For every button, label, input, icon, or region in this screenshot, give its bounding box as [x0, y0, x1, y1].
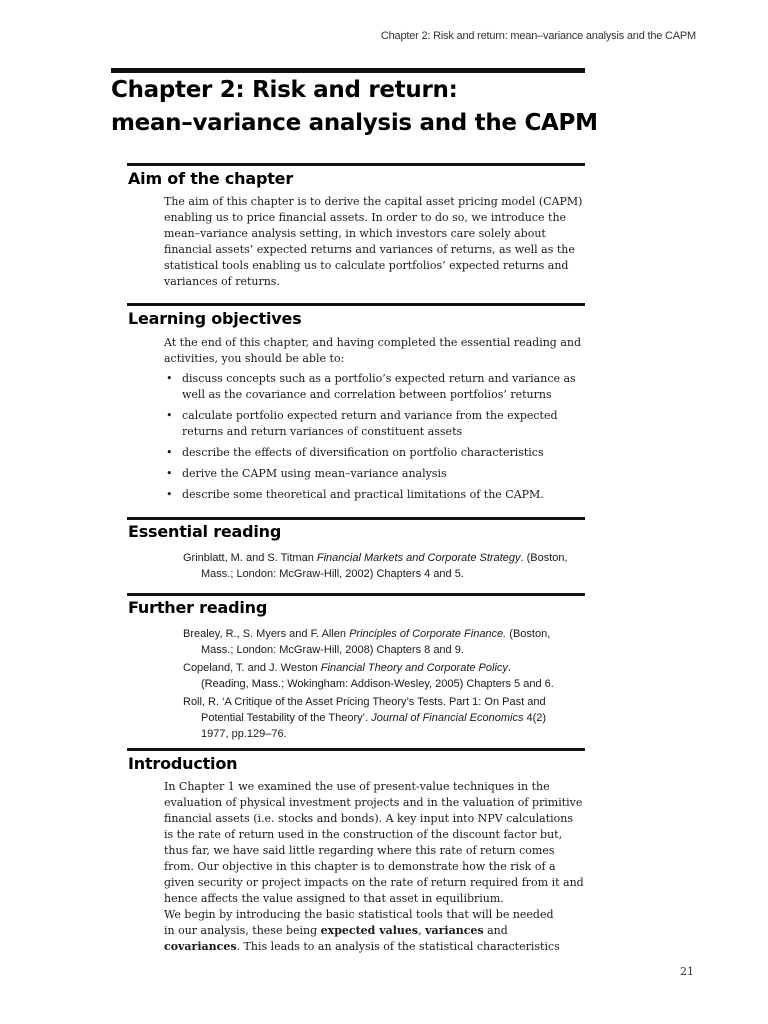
text-line	[164, 939, 594, 955]
reference-authors: Brealey, R., S. Myers and F. Allen	[183, 628, 350, 640]
reference-line	[183, 626, 593, 642]
text-line: • describe the effects of diversification on portfolio characteristics	[182, 446, 544, 459]
text-line: • calculate portfolio expected return and variance from the expected	[182, 409, 558, 422]
reference-item	[183, 660, 593, 692]
page-number: 21	[680, 965, 694, 978]
text-line: variances of returns.	[164, 275, 280, 288]
reference-text: Potential Testability of the Theory’.	[201, 712, 372, 724]
text-line: We begin by introducing the basic statistical tools that will be needed	[164, 908, 554, 921]
text-line: In Chapter 1 we examined the use of present-value techniques in the	[164, 780, 550, 793]
text-line: returns and return variances of constituent assets	[182, 425, 463, 438]
text-line: financial assets (i.e. stocks and bonds). A key input into NPV calculations	[164, 812, 574, 825]
text-line: statistical tools enabling us to calculate portfolios’ expected returns and	[164, 259, 569, 272]
keyword-expected-values: expected values	[320, 924, 419, 937]
objective-item	[164, 408, 594, 440]
text-line: from. Our objective in this chapter is to demonstrate how the risk of a	[164, 860, 556, 873]
reference-item	[183, 626, 593, 658]
aim-paragraph	[164, 194, 594, 290]
reference-title: Financial Markets and Corporate Strategy	[316, 552, 521, 564]
objective-item	[164, 445, 594, 461]
reference-title: Financial Theory and Corporate Policy	[320, 662, 508, 674]
objective-item	[164, 371, 594, 403]
text-line: evaluation of physical investment projects and in the valuation of primitive	[164, 796, 583, 809]
text-line: hence affects the value assigned to that asset in equilibrium.	[164, 892, 504, 905]
reference-text: (Boston,	[506, 628, 551, 640]
text-run: ,	[418, 924, 426, 937]
text-line: mean–variance analysis setting, in which investors care solely about	[164, 227, 546, 240]
text-run: and	[483, 924, 508, 937]
reference-line: Mass.; London: McGraw-Hill, 2008) Chapters 8 and 9.	[201, 644, 464, 656]
section-heading-introduction: Introduction	[128, 754, 238, 773]
reference-authors: Copeland, T. and J. Weston	[183, 662, 321, 674]
reference-text: 4(2)	[523, 712, 547, 724]
introduction-paragraph-2	[164, 907, 594, 955]
reference-title: Principles of Corporate Finance.	[349, 628, 507, 640]
reference-line: Roll, R. ‘A Critique of the Asset Pricing Theory’s Tests. Part 1: On Past and	[183, 696, 546, 708]
text-line: activities, you should be able to:	[164, 352, 345, 365]
text-line: • derive the CAPM using mean–variance analysis	[182, 467, 447, 480]
keyword-variances: variances	[425, 924, 484, 937]
reference-text: . (Boston,	[520, 552, 568, 564]
text-line: At the end of this chapter, and having completed the essential reading and	[164, 336, 582, 349]
section-heading-aim: Aim of the chapter	[128, 169, 294, 188]
section-rule-introduction	[127, 748, 585, 751]
reference-line	[183, 550, 593, 566]
reference-line: (Reading, Mass.; Wokingham: Addison-Wesley, 2005) Chapters 5 and 6.	[201, 678, 554, 690]
reference-text: .	[507, 662, 511, 674]
text-line: enabling us to price financial assets. In order to do so, we introduce the	[164, 211, 567, 224]
text-run: . This leads to an analysis of the statistical characteristics	[236, 940, 560, 953]
objectives-intro	[164, 335, 594, 367]
section-rule-aim	[127, 163, 585, 166]
chapter-title-line-2: mean–variance analysis and the CAPM	[111, 110, 598, 136]
reference-line: Mass.; London: McGraw-Hill, 2002) Chapters 4 and 5.	[201, 568, 464, 580]
chapter-title-line-1: Chapter 2: Risk and return:	[111, 77, 458, 103]
text-line: The aim of this chapter is to derive the capital asset pricing model (CAPM)	[164, 195, 583, 208]
section-heading-further: Further reading	[128, 598, 268, 617]
reference-authors: Grinblatt, M. and S. Titman	[183, 552, 317, 564]
text-line: • describe some theoretical and practical limitations of the CAPM.	[182, 488, 544, 501]
further-reading-list	[183, 626, 593, 744]
text-run: in our analysis, these being	[164, 924, 321, 937]
reference-line	[183, 660, 593, 676]
text-line: • discuss concepts such as a portfolio’s expected return and variance as	[182, 372, 576, 385]
section-heading-objectives: Learning objectives	[128, 309, 302, 328]
objectives-list	[164, 371, 594, 508]
running-header: Chapter 2: Risk and return: mean–variance analysis and the CAPM	[380, 30, 696, 42]
objective-item	[164, 487, 594, 503]
section-rule-further	[127, 593, 585, 596]
keyword-covariances: covariances	[164, 940, 237, 953]
text-line: given security or project impacts on the rate of return required from it and	[164, 876, 584, 889]
text-line	[164, 923, 594, 939]
reference-item	[183, 694, 593, 742]
section-rule-objectives	[127, 303, 585, 306]
introduction-paragraph-1	[164, 779, 594, 907]
reference-line: 1977, pp.129–76.	[201, 728, 287, 740]
section-rule-essential	[127, 517, 585, 520]
reference-journal: Journal of Financial Economics	[371, 712, 524, 724]
chapter-title	[111, 74, 598, 140]
text-line: is the rate of return used in the construction of the discount factor but,	[164, 828, 563, 841]
reference-item	[183, 550, 593, 582]
essential-reading-list	[183, 550, 593, 584]
section-heading-essential: Essential reading	[128, 522, 282, 541]
text-line: thus far, we have said little regarding where this rate of return comes	[164, 844, 555, 857]
text-line: well as the covariance and correlation between portfolios’ returns	[182, 388, 552, 401]
reference-line	[183, 710, 593, 726]
text-line: financial assets’ expected returns and variances of returns, as well as the	[164, 243, 575, 256]
chapter-title-rule	[111, 68, 585, 73]
objective-item	[164, 466, 594, 482]
